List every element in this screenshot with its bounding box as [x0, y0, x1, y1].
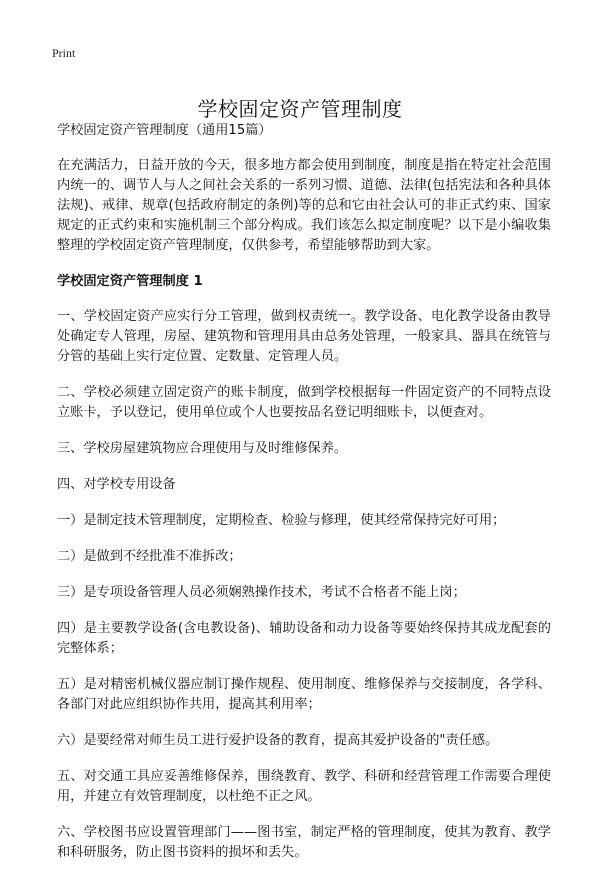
paragraph-6: 二）是做到不经批准不准拆改；: [57, 549, 242, 564]
paragraph-11: 五、对交通工具应妥善维修保养，围绕教育、教学、科研和经营管理工作需要合理使用，并建立有效管理制度，以杜绝不正之风。: [57, 769, 551, 804]
paragraph-3: 三、学校房屋建筑物应合理使用与及时维修保养。: [57, 441, 348, 456]
page-title: 学校固定资产管理制度: [197, 97, 403, 122]
paragraph-12: 六、学校图书应设置管理部门——图书室，制定严格的管理制度，使其为教育、教学和科研服务，防止图书资料的损坏和丢失。: [57, 825, 551, 860]
paragraph-5: 一）是制定技术管理制度，定期检查、检验与修理，使其经常保持完好可用；: [57, 513, 506, 528]
paragraph-1: 一、学校固定资产应实行分工管理，做到权责统一。教学设备、电化教学设备由教导处确定专人管理，房屋、建筑物和管理用具由总务处管理，一般家具、器具在统管与分管的基础上实行定位置、定数量、定管理人员。: [57, 309, 551, 364]
paragraph-10: 六）是要经常对师生员工进行爱护设备的教育，提高其爱护设备的"责任感。: [57, 733, 499, 748]
paragraph-2: 二、学校必须建立固定资产的账卡制度，做到学校根据每一件固定资产的不同特点设立账卡，予以登记，使用单位或个人也要按品名登记明细账卡，以便查对。: [57, 385, 551, 420]
paragraph-7: 三）是专项设备管理人员必须娴熟操作技术，考试不合格者不能上岗；: [57, 585, 466, 600]
paragraph-9: 五）是对精密机械仪器应制订操作规程、使用制度、维修保养与交接制度，各学科、各部门对此应组织协作共用，提高其利用率；: [57, 677, 551, 712]
paragraph-8: 四）是主要教学设备(含电教设备)、辅助设备和动力设备等要始终保持其成龙配套的完整体系；: [57, 621, 551, 656]
print-link[interactable]: Print: [52, 46, 76, 60]
intro-paragraph: 在充满活力，日益开放的今天，很多地方都会使用到制度，制度是指在特定社会范围内统一的、调节人与人之间社会关系的一系列习惯、道德、法律(包括宪法和各种具体法规)、戒律、规章(包括政府制定的条例)等的总和它由社会认可的非正式约束、国家规定的正式约束和实施机制三个部分构成。我们该怎么拟定制度呢？以下是小编收集整理的学校固定资产管理制度，仅供参考，希望能够帮助到大家。: [57, 158, 551, 253]
paragraph-4: 四、对学校专用设备: [57, 477, 176, 492]
document-body: [57, 121, 551, 879]
document-subtitle: 学校固定资产管理制度（通用15篇）: [57, 123, 272, 138]
section-heading: 学校固定资产管理制度 1: [57, 274, 203, 289]
